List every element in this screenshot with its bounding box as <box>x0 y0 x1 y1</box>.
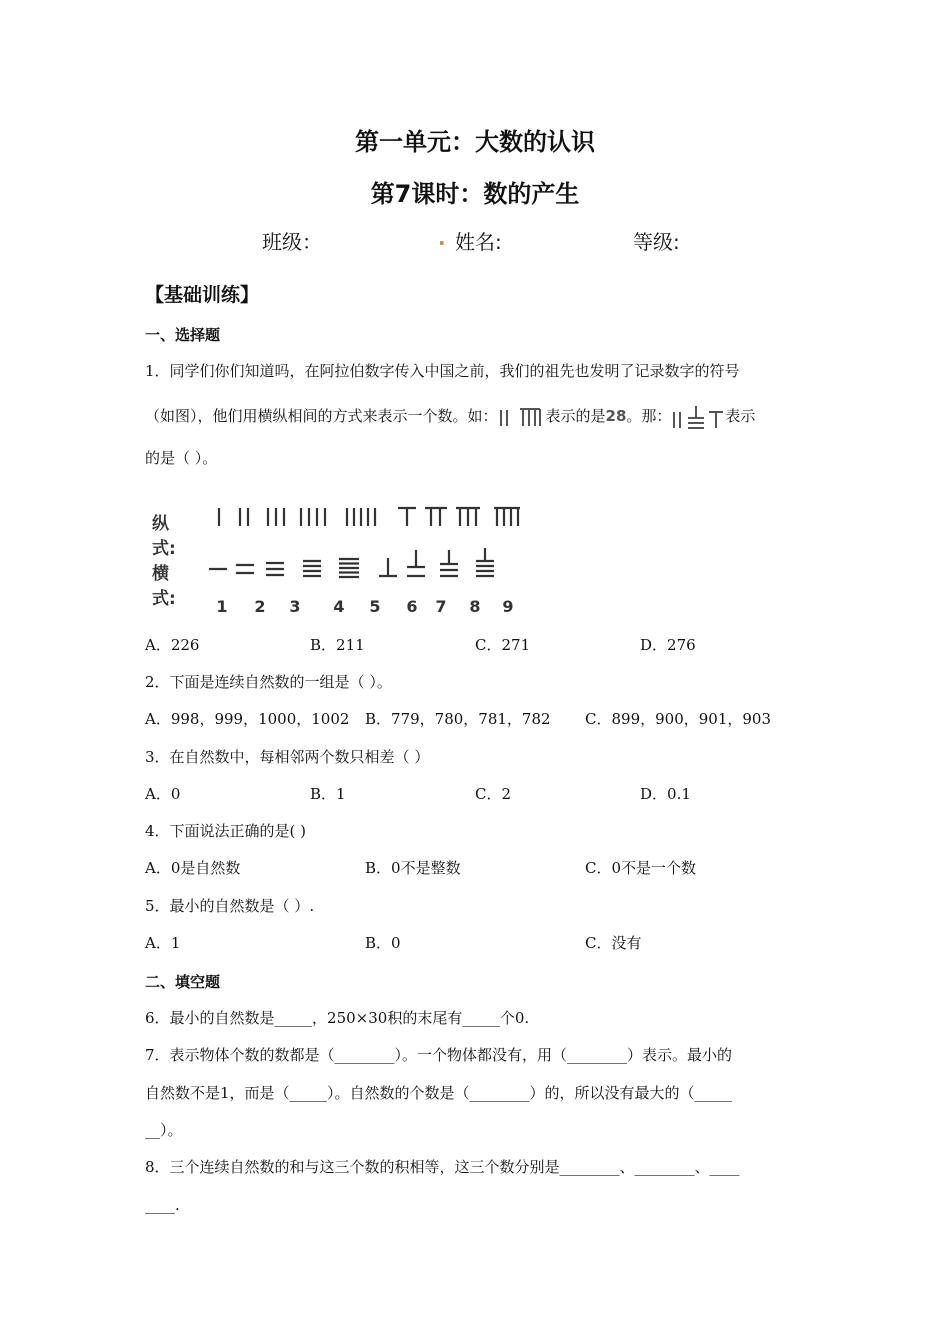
vertical-2-icon <box>240 508 248 526</box>
rod-numerals-chart <box>205 498 535 588</box>
vertical-4-icon <box>301 508 325 526</box>
q6-text: 6．最小的自然数是_____，250×30积的末尾有_____个0. <box>145 1009 530 1027</box>
rod-numeral-question-icon <box>671 404 725 430</box>
horizontal-8-icon <box>440 550 458 576</box>
digit-label: 1 <box>216 597 228 616</box>
digit-label: 2 <box>254 597 266 616</box>
rod-numeral-example-icon <box>498 406 546 428</box>
q5-option-a[interactable]: A．1 <box>145 934 181 952</box>
q7-line3: __）。 <box>145 1121 183 1139</box>
separator-dot: . <box>438 226 446 250</box>
q2-option-b[interactable]: B．779，780，781，782 <box>365 710 551 728</box>
q3-text: 3．在自然数中，每相邻两个数只相差（ ） <box>145 748 430 766</box>
q3-option-c[interactable]: C．2 <box>475 785 512 803</box>
vertical-form-label: 纵式: <box>152 514 176 559</box>
digit-label: 5 <box>369 597 381 616</box>
vertical-8-icon <box>456 508 480 526</box>
q3-option-d[interactable]: D．0.1 <box>640 785 691 803</box>
digit-label: 6 <box>406 597 418 616</box>
q1-line2: （如图），他们用横纵相间的方式来表示一个数。如： 表示的是28。那： 表示 <box>145 404 755 430</box>
unit-title: 第一单元：大数的认识 <box>355 128 595 156</box>
horizontal-9-icon <box>476 548 494 576</box>
vertical-7-icon <box>425 508 447 526</box>
q1-option-a[interactable]: A．226 <box>145 636 200 654</box>
q4-option-c[interactable]: C．0不是一个数 <box>585 859 697 877</box>
q7-line2: 自然数不是1，而是（_____）。自然数的个数是（________）的，所以没有最大的（_____ <box>145 1084 733 1102</box>
part-multiple-choice: 一、选择题 <box>145 326 221 344</box>
vertical-9-icon <box>494 508 520 526</box>
q5-option-b[interactable]: B．0 <box>365 934 401 952</box>
q8-line1: 8．三个连续自然数的和与这三个数的积相等，这三个数分别是________、________、____ <box>145 1158 740 1176</box>
horizontal-4-icon <box>303 561 321 576</box>
q2-option-a[interactable]: A．998，999，1000，1002 <box>145 710 350 728</box>
q1-option-b[interactable]: B．211 <box>310 636 365 654</box>
horizontal-3-icon <box>266 563 284 575</box>
q4-option-b[interactable]: B．0不是整数 <box>365 859 461 877</box>
student-info-row <box>0 226 950 256</box>
lesson-title: 第7课时：数的产生 <box>370 180 580 208</box>
q3-option-a[interactable]: A．0 <box>145 785 181 803</box>
q4-option-a[interactable]: A．0是自然数 <box>145 859 241 877</box>
q5-option-c[interactable]: C．没有 <box>585 934 642 952</box>
q1-option-d[interactable]: D．276 <box>640 636 696 654</box>
q1-line1: 1．同学们你们知道吗，在阿拉伯数字传入中国之前，我们的祖先也发明了记录数字的符号 <box>145 362 740 380</box>
q1-option-c[interactable]: C．271 <box>475 636 531 654</box>
section-basic-training: 【基础训练】 <box>145 284 260 306</box>
horizontal-5-icon <box>339 559 359 577</box>
q3-option-b[interactable]: B．1 <box>310 785 346 803</box>
digit-label: 4 <box>333 597 345 616</box>
part-fill-in-blank: 二、填空题 <box>145 973 221 991</box>
q5-text: 5．最小的自然数是（ ）. <box>145 897 315 915</box>
q2-option-c[interactable]: C．899，900，901，903 <box>585 710 771 728</box>
horizontal-7-icon <box>407 550 425 576</box>
vertical-3-icon <box>268 508 284 526</box>
q8-line2: ____. <box>145 1196 180 1214</box>
horizontal-2-icon <box>236 565 254 573</box>
horizontal-6-icon <box>379 558 397 576</box>
q7-line1: 7．表示物体个数的数都是（________）。一个物体都没有，用（________）表示。最小的 <box>145 1046 733 1064</box>
vertical-6-icon <box>398 508 416 526</box>
horizontal-form-label: 横式: <box>152 564 176 609</box>
digit-label: 7 <box>435 597 447 616</box>
q1-line3: 的是（ ）。 <box>145 449 218 467</box>
q2-text: 2．下面是连续自然数的一组是（ ）。 <box>145 673 392 691</box>
name-label: 姓名: <box>455 230 502 254</box>
vertical-5-icon <box>347 508 375 526</box>
class-label: 班级： <box>262 230 322 254</box>
grade-label: 等级: <box>633 230 680 254</box>
digit-label: 9 <box>502 597 514 616</box>
example-number: 28 <box>605 407 627 425</box>
digit-label: 8 <box>469 597 481 616</box>
q4-text: 4．下面说法正确的是( ) <box>145 822 307 840</box>
digit-label: 3 <box>289 597 301 616</box>
